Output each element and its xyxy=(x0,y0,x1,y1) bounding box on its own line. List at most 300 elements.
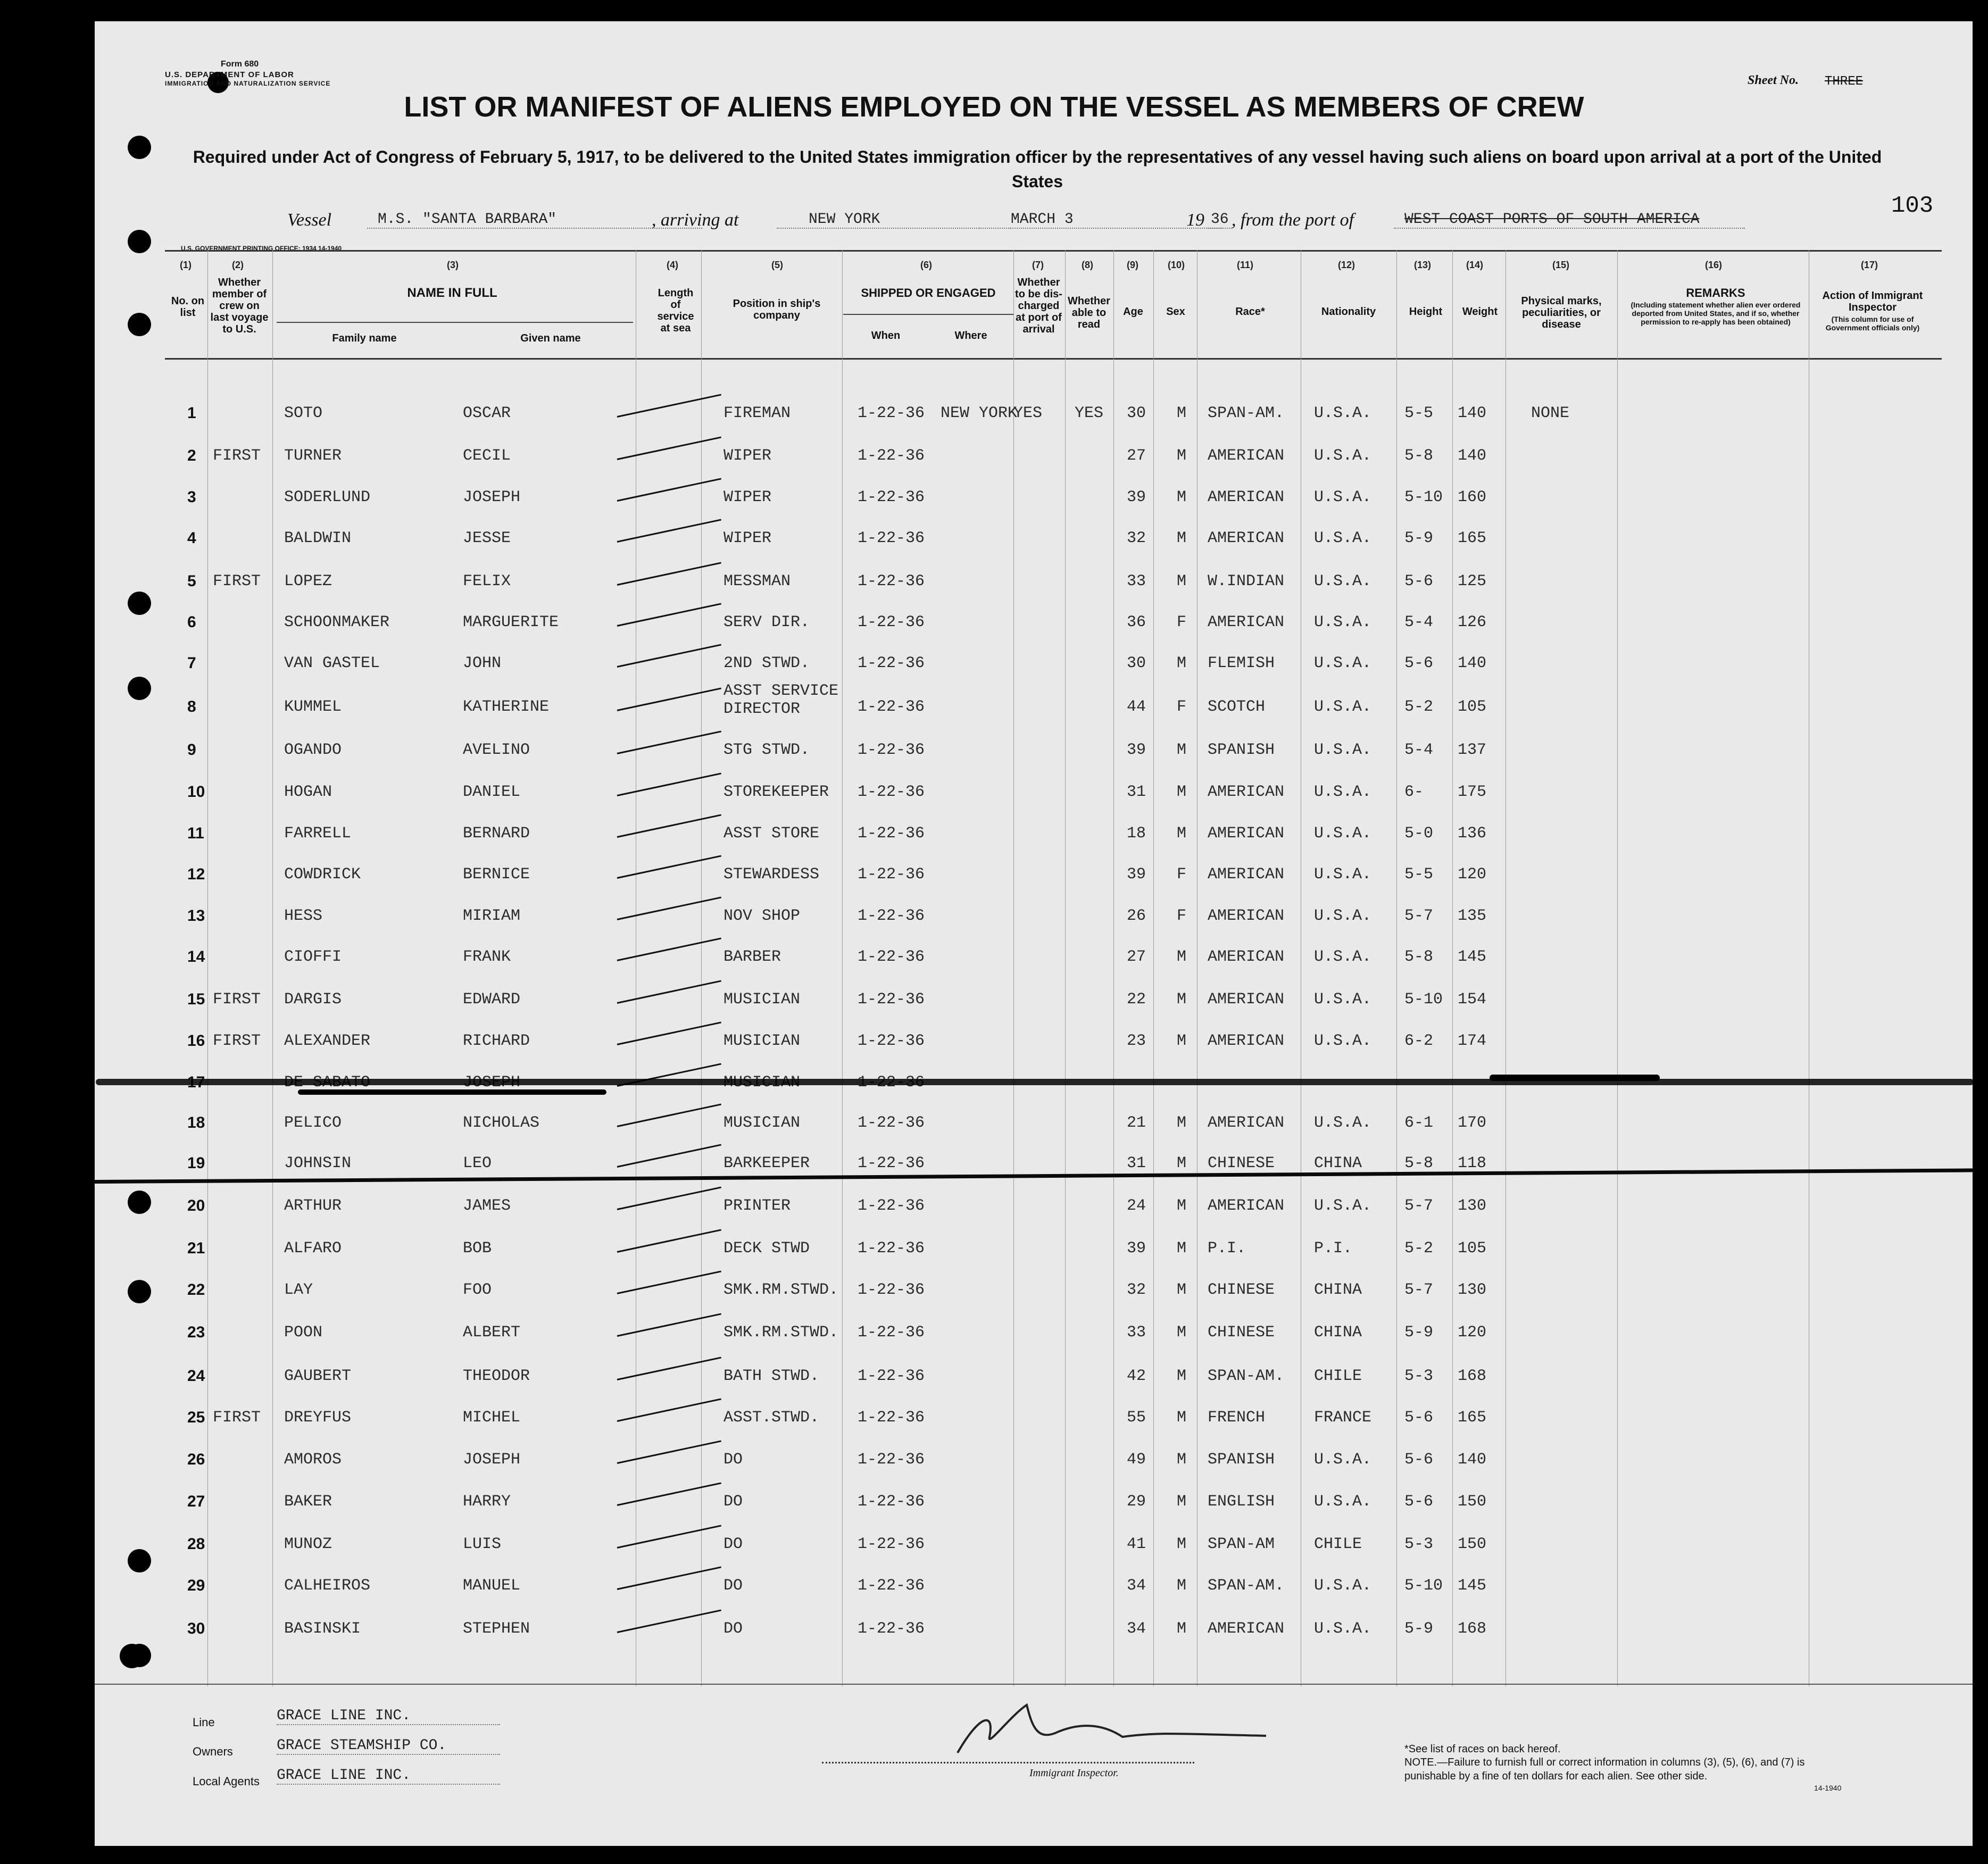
race: SPAN-AM. xyxy=(1208,1367,1285,1385)
nationality: U.S.A. xyxy=(1314,948,1372,966)
nationality: U.S.A. xyxy=(1314,991,1372,1009)
crew-status: FIRST xyxy=(213,572,261,590)
height: 5-5 xyxy=(1404,404,1434,422)
penalty-note: NOTE.—Failure to furnish full or correct information in columns (3), (5), (6), and (7) is punishable by a fine of ten dollars for each alien. See other side. xyxy=(1404,1757,1805,1782)
family-name: HESS xyxy=(284,907,323,925)
sex: M xyxy=(1177,991,1187,1009)
height: 5-7 xyxy=(1404,1197,1434,1215)
weight: 126 xyxy=(1458,613,1487,631)
given-name: LEO xyxy=(463,1154,492,1172)
weight: 140 xyxy=(1458,404,1487,422)
position: DO xyxy=(723,1620,743,1638)
family-name: DREYFUS xyxy=(284,1409,352,1427)
family-name: BAKER xyxy=(284,1493,332,1511)
year-label: 19 xyxy=(1186,210,1204,230)
grid-line xyxy=(1065,250,1066,1686)
sex: M xyxy=(1177,488,1187,506)
age: 18 xyxy=(1127,825,1146,843)
nationality: FRANCE xyxy=(1314,1409,1372,1427)
sex: M xyxy=(1177,1577,1187,1595)
weight: 130 xyxy=(1458,1197,1487,1215)
weight: 150 xyxy=(1458,1493,1487,1511)
nationality: CHILE xyxy=(1314,1367,1362,1385)
page-title: LIST OR MANIFEST OF ALIENS EMPLOYED ON THE VESSEL AS MEMBERS OF CREW xyxy=(404,91,1584,123)
shipped-when: 1-22-36 xyxy=(858,1032,925,1050)
weight: 105 xyxy=(1458,698,1487,716)
col-num: (2) xyxy=(232,260,244,270)
sex: M xyxy=(1177,741,1187,759)
race: FLEMISH xyxy=(1208,654,1275,672)
row-number: 28 xyxy=(187,1535,205,1553)
sheet-label: Sheet No. xyxy=(1748,73,1799,87)
race: FRENCH xyxy=(1208,1409,1266,1427)
row-number: 24 xyxy=(187,1367,205,1385)
col-discharged-header: Whether to be dis-charged at port of arrival xyxy=(1015,277,1062,335)
race: SPAN-AM. xyxy=(1208,1577,1285,1595)
row-number: 9 xyxy=(187,741,196,759)
age: 44 xyxy=(1127,698,1146,716)
height: 6-1 xyxy=(1404,1114,1434,1132)
age: 26 xyxy=(1127,907,1146,925)
age: 32 xyxy=(1127,529,1146,547)
given-name: BERNICE xyxy=(463,866,530,884)
family-name: GAUBERT xyxy=(284,1367,352,1385)
shipped-when: 1-22-36 xyxy=(858,1281,925,1299)
vessel-name: M.S. "SANTA BARBARA" xyxy=(367,211,702,229)
position: DO xyxy=(723,1535,743,1553)
grid-line xyxy=(1452,250,1453,1686)
given-name: EDWARD xyxy=(463,991,521,1009)
height: 5-4 xyxy=(1404,741,1434,759)
weight: 170 xyxy=(1458,1114,1487,1132)
position: BATH STWD. xyxy=(723,1367,820,1385)
family-name: ALFARO xyxy=(284,1239,342,1258)
given-name: JOSEPH xyxy=(463,488,521,506)
sex: M xyxy=(1177,783,1187,801)
shipped-when: 1-22-36 xyxy=(858,404,925,422)
position: DECK STWD xyxy=(723,1239,810,1258)
weight: 154 xyxy=(1458,991,1487,1009)
position: PRINTER xyxy=(723,1197,791,1215)
shipped-when: 1-22-36 xyxy=(858,741,925,759)
family-name: VAN GASTEL xyxy=(284,654,380,672)
col-num: (3) xyxy=(447,260,459,270)
position: NOV SHOP xyxy=(723,907,801,925)
nationality: U.S.A. xyxy=(1314,404,1372,422)
shipped-when: 1-22-36 xyxy=(858,1577,925,1595)
race: AMERICAN xyxy=(1208,825,1285,843)
shipped-when: 1-22-36 xyxy=(858,1620,925,1638)
col-num: (1) xyxy=(180,260,192,270)
signature-line xyxy=(822,1762,1194,1763)
sheet-number: THREE xyxy=(1825,74,1864,89)
race: AMERICAN xyxy=(1208,1032,1285,1050)
race: AMERICAN xyxy=(1208,447,1285,465)
family-name: HOGAN xyxy=(284,783,332,801)
sex: M xyxy=(1177,1409,1187,1427)
col-no-header: No. on list xyxy=(171,295,205,319)
row-number: 13 xyxy=(187,907,205,925)
age: 34 xyxy=(1127,1620,1146,1638)
position: WIPER xyxy=(723,447,772,465)
punch-hole xyxy=(128,1549,151,1572)
height: 5-10 xyxy=(1404,488,1443,506)
punch-hole xyxy=(128,313,151,336)
family-name: LAY xyxy=(284,1281,313,1299)
age: 32 xyxy=(1127,1281,1146,1299)
position: SMK.RM.STWD. xyxy=(723,1324,839,1342)
given-name: MIRIAM xyxy=(463,907,521,925)
grid-line xyxy=(701,250,702,1686)
given-name: FELIX xyxy=(463,572,511,590)
col-name-header: NAME IN FULL xyxy=(407,286,497,300)
height: 5-3 xyxy=(1404,1535,1434,1553)
shipped-when: 1-22-36 xyxy=(858,1367,925,1385)
height: 5-8 xyxy=(1404,447,1434,465)
shipped-when: 1-22-36 xyxy=(858,1114,925,1132)
col-num: (12) xyxy=(1338,260,1355,270)
sex: M xyxy=(1177,1324,1187,1342)
given-name: STEPHEN xyxy=(463,1620,530,1638)
sex: M xyxy=(1177,1281,1187,1299)
agents-label: Local Agents xyxy=(193,1775,260,1788)
position: SMK.RM.STWD. xyxy=(723,1281,839,1299)
given-name: HARRY xyxy=(463,1493,511,1511)
sex: M xyxy=(1177,1032,1187,1050)
position: BARBER xyxy=(723,948,781,966)
crew-status: FIRST xyxy=(213,447,261,465)
age: 31 xyxy=(1127,1154,1146,1172)
given-name: JOHN xyxy=(463,654,502,672)
col-num: (14) xyxy=(1466,260,1484,270)
arrival-year: 36 xyxy=(1208,211,1232,229)
height: 5-5 xyxy=(1404,866,1434,884)
nationality: U.S.A. xyxy=(1314,1032,1372,1050)
weight: 175 xyxy=(1458,783,1487,801)
position: SERV DIR. xyxy=(723,613,810,631)
height: 5-2 xyxy=(1404,698,1434,716)
crew-status: FIRST xyxy=(213,991,261,1009)
weight: 105 xyxy=(1458,1239,1487,1258)
col-num: (6) xyxy=(920,260,932,270)
position: ASST STORE xyxy=(723,825,820,843)
row-number: 5 xyxy=(187,572,196,590)
col-where-header: Where xyxy=(954,330,987,342)
given-name: JOSEPH xyxy=(463,1451,521,1469)
shipped-when: 1-22-36 xyxy=(858,1493,925,1511)
col-num: (11) xyxy=(1237,260,1254,270)
position: 2ND STWD. xyxy=(723,654,810,672)
col-num: (9) xyxy=(1127,260,1138,270)
col-given-header: Given name xyxy=(520,332,581,344)
printing-office: U.S. GOVERNMENT PRINTING OFFICE: 1934 14-1940 xyxy=(181,245,342,252)
sex: M xyxy=(1177,948,1187,966)
weight: 118 xyxy=(1458,1154,1487,1172)
weight: 165 xyxy=(1458,1409,1487,1427)
position: MUSICIAN xyxy=(723,991,801,1009)
family-name: PELICO xyxy=(284,1114,342,1132)
voyage-line xyxy=(287,210,1883,237)
position: STEWARDESS xyxy=(723,866,820,884)
nationality: U.S.A. xyxy=(1314,866,1372,884)
age: 33 xyxy=(1127,1324,1146,1342)
row-number: 11 xyxy=(187,825,204,842)
height: 5-10 xyxy=(1404,1577,1443,1595)
age: 24 xyxy=(1127,1197,1146,1215)
given-name: JESSE xyxy=(463,529,511,547)
col-weight-header: Weight xyxy=(1462,306,1498,318)
family-name: CALHEIROS xyxy=(284,1577,371,1595)
race: SPANISH xyxy=(1208,1451,1275,1469)
height: 5-3 xyxy=(1404,1367,1434,1385)
height: 5-6 xyxy=(1404,572,1434,590)
shipped-when: 1-22-36 xyxy=(858,529,925,547)
family-name: SCHOONMAKER xyxy=(284,613,390,631)
race: AMERICAN xyxy=(1208,1197,1285,1215)
race: SCOTCH xyxy=(1208,698,1266,716)
sex: M xyxy=(1177,1451,1187,1469)
weight: 140 xyxy=(1458,654,1487,672)
nationality: U.S.A. xyxy=(1314,825,1372,843)
family-name: POON xyxy=(284,1324,323,1342)
height: 5-4 xyxy=(1404,613,1434,631)
row-number: 30 xyxy=(187,1620,205,1637)
col-read-header: Whether able to read xyxy=(1068,295,1110,330)
ink-smudge xyxy=(298,1089,606,1095)
given-name: FOO xyxy=(463,1281,492,1299)
nationality: U.S.A. xyxy=(1314,1577,1372,1595)
family-name: TURNER xyxy=(284,447,342,465)
col-nationality-header: Nationality xyxy=(1321,306,1376,318)
race: AMERICAN xyxy=(1208,613,1285,631)
col-height-header: Height xyxy=(1409,306,1443,318)
height: 5-9 xyxy=(1404,1324,1434,1342)
position: STG STWD. xyxy=(723,741,810,759)
age: 39 xyxy=(1127,1239,1146,1258)
row-number: 12 xyxy=(187,866,205,883)
col-shipped-header: SHIPPED OR ENGAGED xyxy=(861,286,996,299)
shipped-when: 1-22-36 xyxy=(858,1324,925,1342)
able-to-read: YES xyxy=(1075,404,1104,422)
race: AMERICAN xyxy=(1208,907,1285,925)
form-code: 14-1940 xyxy=(1814,1784,1842,1792)
race: CHINESE xyxy=(1208,1324,1275,1342)
position: BARKEEPER xyxy=(723,1154,810,1172)
shipped-when: 1-22-36 xyxy=(858,447,925,465)
height: 5-10 xyxy=(1404,991,1443,1009)
race: SPAN-AM xyxy=(1208,1535,1275,1553)
family-name: OGANDO xyxy=(284,741,342,759)
nationality: U.S.A. xyxy=(1314,488,1372,506)
age: 42 xyxy=(1127,1367,1146,1385)
weight: 165 xyxy=(1458,529,1487,547)
race: AMERICAN xyxy=(1208,488,1285,506)
position: DO xyxy=(723,1451,743,1469)
race: W.INDIAN xyxy=(1208,572,1285,590)
race: ENGLISH xyxy=(1208,1493,1275,1511)
height: 6- xyxy=(1404,783,1424,801)
age: 36 xyxy=(1127,613,1146,631)
owners-label: Owners xyxy=(193,1745,233,1758)
height: 5-8 xyxy=(1404,1154,1434,1172)
punch-hole xyxy=(128,592,151,615)
col-action-sub: (This column for use of Government officials only) xyxy=(1825,315,1920,332)
family-name: AMOROS xyxy=(284,1451,342,1469)
row-number: 14 xyxy=(187,948,205,966)
col-when-header: When xyxy=(871,330,901,342)
grid-line xyxy=(842,250,843,1686)
sex: F xyxy=(1177,698,1187,716)
row-number: 19 xyxy=(187,1154,205,1172)
weight: 136 xyxy=(1458,825,1487,843)
col-num: (7) xyxy=(1032,260,1044,270)
grid-line xyxy=(1113,250,1114,1686)
footer-divider xyxy=(95,1684,1973,1685)
family-name: KUMMEL xyxy=(284,698,342,716)
family-name: DARGIS xyxy=(284,991,342,1009)
given-name: DANIEL xyxy=(463,783,521,801)
age: 34 xyxy=(1127,1577,1146,1595)
row-number: 18 xyxy=(187,1114,205,1131)
family-name: CIOFFI xyxy=(284,948,342,966)
row-number: 21 xyxy=(187,1239,205,1257)
race: AMERICAN xyxy=(1208,866,1285,884)
agents-value: GRACE LINE INC. xyxy=(277,1767,500,1785)
row-number: 2 xyxy=(187,447,196,464)
weight: 140 xyxy=(1458,1451,1487,1469)
col-num: (10) xyxy=(1168,260,1185,270)
grid-line xyxy=(1617,250,1618,1686)
sex: M xyxy=(1177,1620,1187,1638)
weight: 145 xyxy=(1458,948,1487,966)
col-num: (8) xyxy=(1082,260,1093,270)
family-name: SOTO xyxy=(284,404,323,422)
grid-line xyxy=(272,250,273,1686)
line-value: GRACE LINE INC. xyxy=(277,1708,500,1725)
shipped-when: 1-22-36 xyxy=(858,948,925,966)
shipped-when: 1-22-36 xyxy=(858,1409,925,1427)
race: AMERICAN xyxy=(1208,1620,1285,1638)
nationality: U.S.A. xyxy=(1314,654,1372,672)
sex: M xyxy=(1177,825,1187,843)
col-num: (16) xyxy=(1705,260,1723,270)
age: 39 xyxy=(1127,866,1146,884)
col-num: (5) xyxy=(771,260,783,270)
shipped-when: 1-22-36 xyxy=(858,825,925,843)
shipped-when: 1-22-36 xyxy=(858,613,925,631)
from-label: , from the port of xyxy=(1232,210,1354,230)
height: 5-9 xyxy=(1404,1620,1434,1638)
col-sex-header: Sex xyxy=(1166,306,1185,318)
given-name: BERNARD xyxy=(463,825,530,843)
shipped-where: NEW YORK xyxy=(941,404,1018,422)
row-number: 10 xyxy=(187,783,205,801)
position: ASST.STWD. xyxy=(723,1409,820,1427)
given-name: ALBERT xyxy=(463,1324,521,1342)
col-marks-header: Physical marks, peculiarities, or disease xyxy=(1521,295,1602,330)
nationality: U.S.A. xyxy=(1314,1493,1372,1511)
race: AMERICAN xyxy=(1208,1114,1285,1132)
race: AMERICAN xyxy=(1208,529,1285,547)
discharge: YES xyxy=(1013,404,1043,422)
family-name: COWDRICK xyxy=(284,866,361,884)
weight: 120 xyxy=(1458,1324,1487,1342)
given-name: JAMES xyxy=(463,1197,511,1215)
position: ASST SERVICE DIRECTOR xyxy=(723,682,839,718)
shipped-when: 1-22-36 xyxy=(858,866,925,884)
race: SPAN-AM. xyxy=(1208,404,1285,422)
row-number: 22 xyxy=(187,1281,205,1299)
grid-line xyxy=(1396,250,1397,1686)
height: 6-2 xyxy=(1404,1032,1434,1050)
age: 49 xyxy=(1127,1451,1146,1469)
age: 30 xyxy=(1127,654,1146,672)
ink-smudge xyxy=(1490,1075,1660,1081)
given-name: BOB xyxy=(463,1239,492,1258)
age: 29 xyxy=(1127,1493,1146,1511)
physical-marks: NONE xyxy=(1531,404,1570,422)
line-label: Line xyxy=(193,1716,215,1729)
given-name: OSCAR xyxy=(463,404,511,422)
punch-hole xyxy=(128,1191,151,1214)
weight: 120 xyxy=(1458,866,1487,884)
age: 22 xyxy=(1127,991,1146,1009)
age: 23 xyxy=(1127,1032,1146,1050)
department: U.S. DEPARTMENT OF LABOR xyxy=(165,70,294,79)
shipped-when: 1-22-36 xyxy=(858,1197,925,1215)
row-number: 16 xyxy=(187,1032,205,1050)
given-name: FRANK xyxy=(463,948,511,966)
family-name: ALEXANDER xyxy=(284,1032,371,1050)
grid-line xyxy=(207,250,208,1686)
nationality: CHINA xyxy=(1314,1154,1362,1172)
page-subtitle: Required under Act of Congress of February 5, 1917, to be delivered to the United States immigration officer by the representatives of any vessel having such aliens on board upon arrival at a port of the United States xyxy=(193,147,1882,191)
height: 5-8 xyxy=(1404,948,1434,966)
race: P.I. xyxy=(1208,1239,1246,1258)
nationality: CHINA xyxy=(1314,1281,1362,1299)
age: 27 xyxy=(1127,447,1146,465)
weight: 168 xyxy=(1458,1620,1487,1638)
height: 5-7 xyxy=(1404,1281,1434,1299)
given-name: LUIS xyxy=(463,1535,502,1553)
row-number: 3 xyxy=(187,488,196,506)
race: AMERICAN xyxy=(1208,783,1285,801)
position: WIPER xyxy=(723,488,772,506)
sex: M xyxy=(1177,447,1187,465)
arrival-port: NEW YORK xyxy=(777,211,1011,229)
col-remarks-sub: (Including statement whether alien ever ordered deported from United States, and if so, whether permission to re-apply has been obtained) xyxy=(1631,301,1801,326)
col-num: (4) xyxy=(667,260,678,270)
col-age-header: Age xyxy=(1123,306,1143,318)
shipped-when: 1-22-36 xyxy=(858,1535,925,1553)
height: 5-0 xyxy=(1404,825,1434,843)
weight: 130 xyxy=(1458,1281,1487,1299)
race: SPANISH xyxy=(1208,741,1275,759)
grid-line xyxy=(1013,250,1014,1686)
col-num: (15) xyxy=(1552,260,1570,270)
nationality: U.S.A. xyxy=(1314,1620,1372,1638)
row-number: 8 xyxy=(187,698,196,715)
grid-line xyxy=(1153,250,1154,1686)
family-name: LOPEZ xyxy=(284,572,332,590)
weight: 160 xyxy=(1458,488,1487,506)
given-name: RICHARD xyxy=(463,1032,530,1050)
shipped-when: 1-22-36 xyxy=(858,698,925,716)
vessel-label: Vessel xyxy=(287,210,332,230)
given-name: MICHEL xyxy=(463,1409,521,1427)
race: CHINESE xyxy=(1208,1281,1275,1299)
height: 5-9 xyxy=(1404,529,1434,547)
